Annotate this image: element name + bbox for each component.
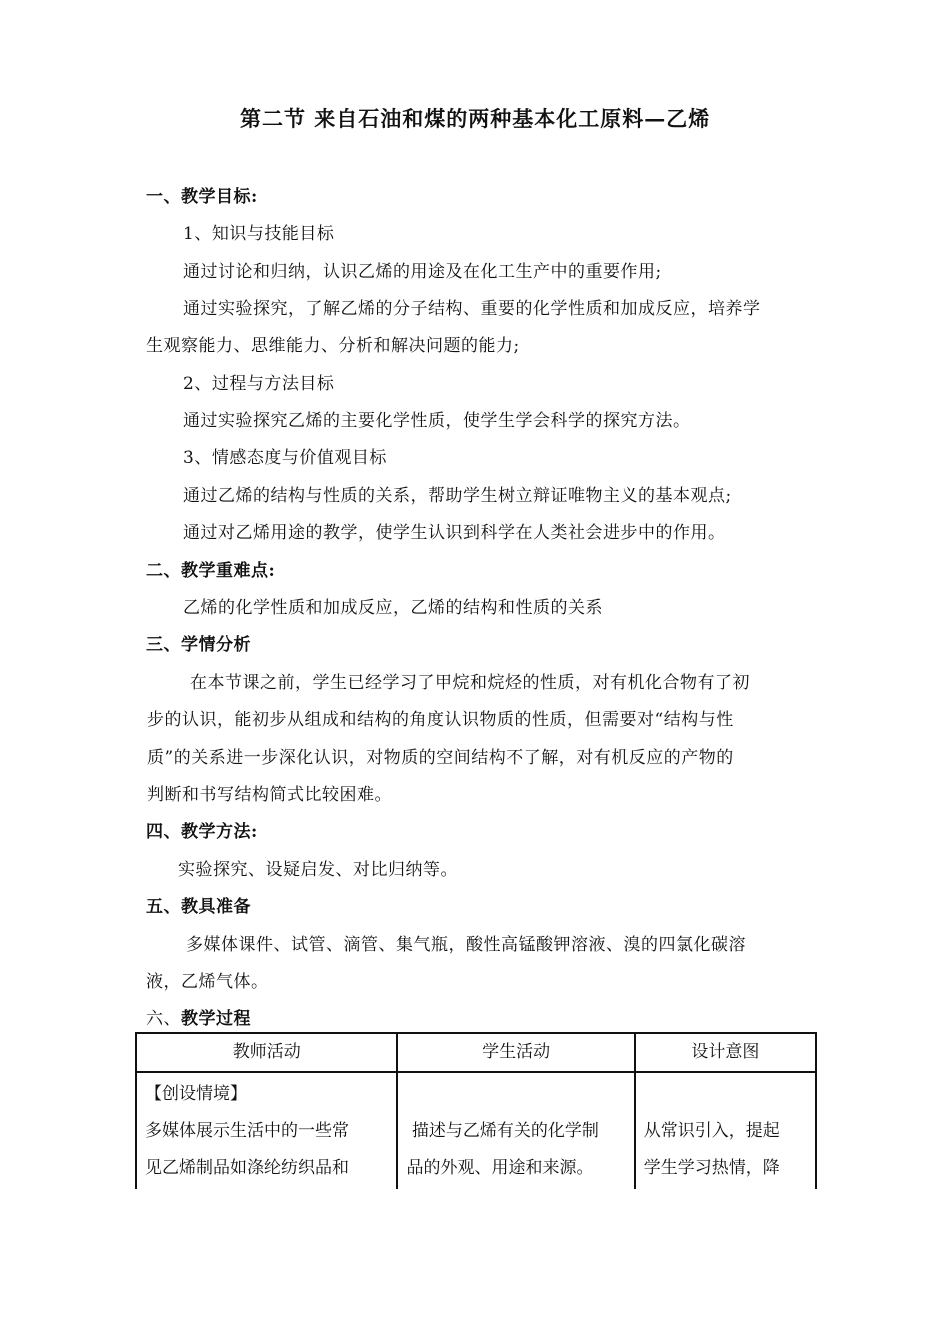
cell-line: 品的外观、用途和来源。	[406, 1158, 594, 1178]
subheading-process-method: 2、过程与方法目标	[183, 374, 335, 394]
paragraph: 步的认识，能初步从组成和结构的角度认识物质的性质，但需要对“结构与性	[147, 710, 734, 730]
cell-line: 学生学习热情，降	[643, 1158, 780, 1178]
design-intent-cell	[635, 1072, 816, 1189]
section-number: 六、	[146, 1009, 181, 1029]
paragraph: 通过对乙烯用途的教学，使学生认识到科学在人类社会进步中的作用。	[183, 523, 726, 543]
paragraph: 乙烯的化学性质和加成反应，乙烯的结构和性质的关系	[183, 598, 603, 618]
cell-line: 描述与乙烯有关的化学制	[406, 1121, 599, 1141]
cell-line: 多媒体展示生活中的一些常	[145, 1121, 349, 1141]
paragraph: 多媒体课件、试管、滴管、集气瓶，酸性高锰酸钾溶液、溴的四氯化碳溶	[186, 935, 746, 955]
cell-line	[644, 1076, 807, 1113]
cell-line	[406, 1076, 625, 1113]
section-heading-materials: 五、教具准备	[146, 897, 251, 917]
cell-line: 见乙烯制品如涤纶纺织品和	[145, 1158, 349, 1178]
paragraph: 通过讨论和归纳，认识乙烯的用途及在化工生产中的重要作用;	[183, 262, 662, 282]
paragraph: 质”的关系进一步深化认识，对物质的空间结构不了解，对有机反应的产物的	[147, 748, 734, 768]
teacher-activity-cell	[136, 1072, 397, 1189]
cell-line: 从常识引入，提起	[643, 1121, 780, 1141]
table-row	[136, 1072, 816, 1189]
table-header-row	[136, 1033, 816, 1072]
paragraph: 通过实验探究乙烯的主要化学性质，使学生学会科学的探究方法。	[183, 411, 691, 431]
paragraph: 通过乙烯的结构与性质的关系，帮助学生树立辩证唯物主义的基本观点;	[183, 486, 732, 506]
section-heading-text: 教学过程	[181, 1009, 251, 1029]
teaching-process-table	[135, 1032, 817, 1189]
section-heading-process	[146, 1004, 251, 1029]
section-heading-objectives: 一、教学目标:	[146, 187, 258, 207]
paragraph: 在本节课之前，学生已经学习了甲烷和烷烃的性质，对有机化合物有了初	[190, 673, 750, 693]
header-teacher-activity: 教师活动	[136, 1033, 397, 1072]
paragraph: 判断和书写结构简式比较困难。	[147, 785, 392, 805]
subheading-knowledge-skills: 1、知识与技能目标	[183, 224, 335, 244]
header-design-intent: 设计意图	[635, 1033, 816, 1072]
paragraph: 生观察能力、思维能力、分析和解决问题的能力;	[146, 336, 520, 356]
header-student-activity: 学生活动	[397, 1033, 634, 1072]
page-title: 第二节 来自石油和煤的两种基本化工原料—乙烯	[240, 106, 711, 131]
section-heading-methods: 四、教学方法:	[146, 822, 258, 842]
paragraph: 实验探究、设疑启发、对比归纳等。	[178, 860, 458, 880]
cell-line: 【创设情境】	[145, 1084, 247, 1104]
section-heading-key-points: 二、教学重难点:	[146, 561, 276, 581]
student-activity-cell	[397, 1072, 634, 1189]
paragraph: 液，乙烯气体。	[146, 972, 269, 992]
paragraph: 通过实验探究，了解乙烯的分子结构、重要的化学性质和加成反应，培养学	[183, 299, 761, 319]
section-heading-analysis: 三、学情分析	[146, 635, 251, 655]
subheading-attitude-values: 3、情感态度与价值观目标	[183, 448, 387, 468]
